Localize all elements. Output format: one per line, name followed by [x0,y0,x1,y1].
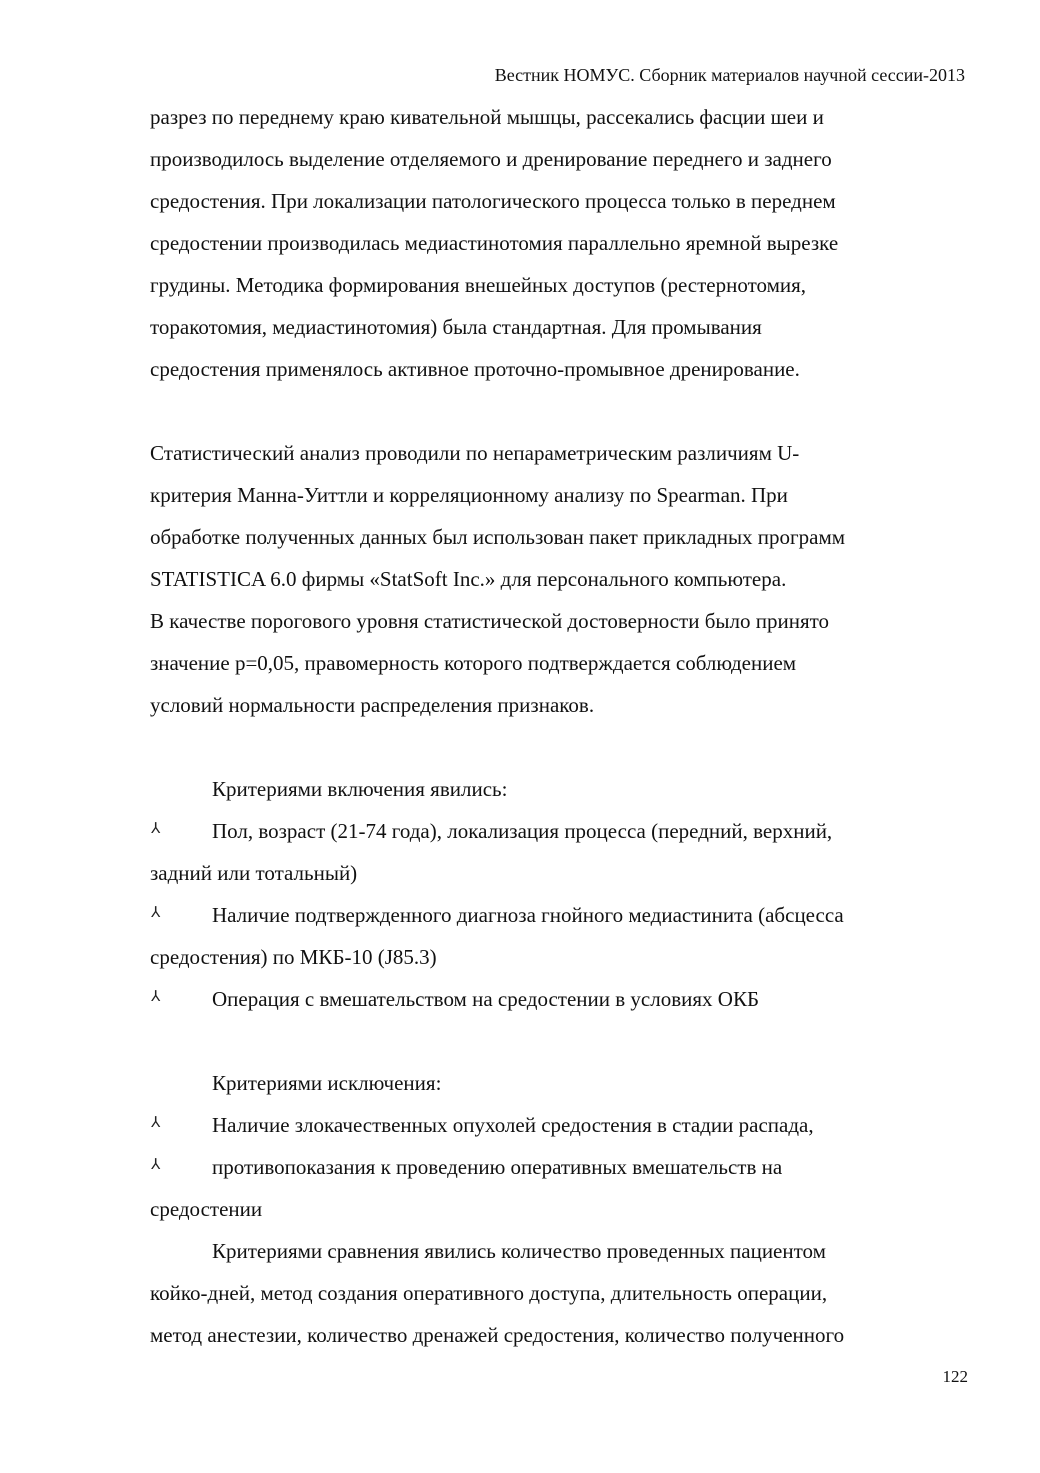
list-item-text: противопоказания к проведению оперативных вмешательств на [212,1155,783,1179]
bullet-icon: ⅄ [151,821,161,837]
paragraph-gap [150,390,970,432]
bullet-icon: ⅄ [151,905,161,921]
list-item-text: Операция с вмешательством на средостении в условиях ОКБ [212,987,760,1011]
text-line: критерия Манна-Уиттли и корреляционному анализу по Spearman. При [150,483,788,507]
text-line: средостении производилась медиастинотомия параллельно яремной вырезке [150,231,839,255]
list-item [150,978,970,1020]
text-line: STATISTICA 6.0 фирмы «StatSoft Inc.» для персонального компьютера. [150,567,787,591]
exclusion-heading: Критериями исключения: [212,1071,442,1095]
bullet-icon: ⅄ [151,989,161,1005]
text-line: обработке полученных данных был использован пакет прикладных программ [150,525,846,549]
text-line: средостения применялось активное проточно-промывное дренирование. [150,357,800,381]
list-item-text: Наличие подтвержденного диагноза гнойного медиастинита (абсцесса [212,903,844,927]
list-item-text: Наличие злокачественных опухолей средостения в стадии распада, [212,1113,814,1137]
text-line: значение р=0,05, правомерность которого подтверждается соблюдением [150,651,797,675]
running-header: Вестник НОМУС. Сборник материалов научной сессии-2013 [494,65,965,85]
text-line: производилось выделение отделяемого и дренирование переднего и заднего [150,147,832,171]
bullet-icon: ⅄ [151,1115,161,1131]
inclusion-criteria [150,768,970,1020]
text-line: разрез по переднему краю кивательной мышцы, рассекались фасции шеи и [150,105,824,129]
text-line: койко-дней, метод создания оперативного доступа, длительность операции, [150,1281,828,1305]
paragraph-statistics [150,432,970,726]
list-item [150,894,970,936]
list-item-continuation: средостения) по МКБ-10 (J85.3) [150,945,437,969]
list-item [150,810,970,852]
text-line: грудины. Методика формирования внешейных доступов (рестернотомия, [150,273,807,297]
exclusion-criteria [150,1062,970,1230]
paragraph-comparison [150,1230,970,1356]
list-item-continuation: средостении [150,1197,263,1221]
page-number: 122 [942,1367,968,1386]
list-item-continuation: задний или тотальный) [150,861,358,885]
paragraph-gap [150,1020,970,1062]
list-item [150,1104,970,1146]
text-line: Статистический анализ проводили по непараметрическим различиям U- [150,441,800,465]
paragraph-gap [150,726,970,768]
text-line: условий нормальности распределения признаков. [150,693,595,717]
list-item [150,1146,970,1188]
paragraph-surgery [150,96,970,390]
text-line: Критериями сравнения явились количество проведенных пациентом [212,1239,826,1263]
text-line: средостения. При локализации патологического процесса только в переднем [150,189,836,213]
text-line: торакотомия, медиастинотомия) была стандартная. Для промывания [150,315,762,339]
text-line: метод анестезии, количество дренажей средостения, количество полученного [150,1323,845,1347]
text-line: В качестве порогового уровня статистической достоверности было принято [150,609,830,633]
list-item-text: Пол, возраст (21-74 года), локализация процесса (передний, верхний, [212,819,833,843]
bullet-icon: ⅄ [151,1157,161,1173]
page-body [150,96,970,1356]
inclusion-heading: Критериями включения явились: [212,777,508,801]
